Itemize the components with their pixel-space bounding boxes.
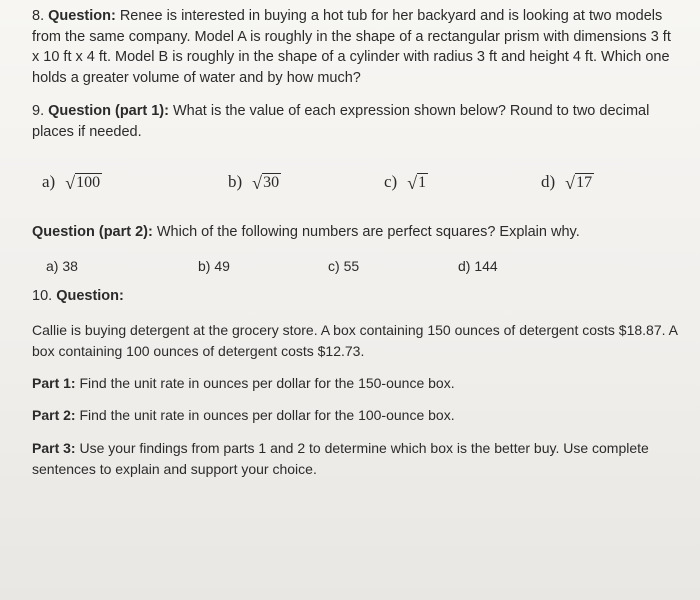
radical-item-a	[42, 172, 102, 192]
question-10-intro: Callie is buying detergent at the grocery store. A box containing 150 ounces of detergent costs $18.87. A box containing 100 ounces of detergent costs $12.73.	[32, 322, 678, 359]
radical-sign-icon: √	[407, 172, 418, 193]
question-10-part-1	[32, 373, 672, 394]
option-a	[46, 258, 78, 274]
question-9-part-2-label: Question (part 2):	[32, 224, 153, 240]
radicand: 1	[418, 173, 427, 191]
question-8-number: 8.	[32, 8, 49, 24]
option-letter: d)	[458, 258, 471, 274]
question-9-part-2-text: Which of the following numbers are perfect squares? Explain why.	[152, 224, 580, 240]
question-8-label: Question:	[48, 8, 116, 24]
radical-letter: c)	[384, 172, 398, 191]
radical-expressions	[0, 172, 700, 200]
question-10-number: 10.	[32, 288, 57, 304]
question-10-part-2	[32, 405, 672, 426]
question-9-part-1-label: Question (part 1):	[48, 103, 169, 119]
radical-sign-icon: √	[252, 172, 263, 193]
question-9-number: 9.	[32, 103, 49, 119]
radicand: 30	[263, 173, 280, 191]
radical-letter: d)	[541, 172, 556, 191]
question-8-text: Renee is interested in buying a hot tub for her backyard and is looking at two models from the same company. Model A is roughly in the shape of a rectangular prism with dimensions 3 ft x 10 ft x 4 ft. Model B is roughly in the shape of a cylinder with radius 3 ft and height 4 ft. Which one holds a greater volume of water and by how much?	[32, 8, 671, 86]
option-letter: b)	[198, 258, 211, 274]
perfect-square-options	[0, 258, 700, 278]
part-label: Part 2:	[32, 407, 76, 423]
question-10-label: Question:	[56, 288, 124, 304]
question-9-part-2	[32, 222, 672, 243]
option-c	[328, 258, 359, 274]
part-label: Part 1:	[32, 375, 76, 391]
question-8	[32, 6, 682, 88]
radicand: 100	[76, 173, 101, 191]
square-root-expression	[407, 173, 428, 192]
radical-item-b	[228, 172, 281, 192]
radical-sign-icon: √	[565, 172, 576, 193]
option-value: 38	[62, 258, 78, 274]
radical-letter: b)	[228, 172, 243, 191]
square-root-expression	[65, 173, 102, 192]
square-root-expression	[252, 173, 281, 192]
part-text: Find the unit rate in ounces per dollar for the 150-ounce box.	[75, 375, 455, 391]
question-10-part-3	[32, 438, 672, 479]
radical-letter: a)	[42, 172, 56, 191]
option-letter: c)	[328, 258, 340, 274]
square-root-expression	[565, 173, 594, 192]
question-9-part-1	[32, 101, 672, 142]
part-label: Part 3:	[32, 440, 76, 456]
radicand: 17	[576, 173, 593, 191]
option-letter: a)	[46, 258, 59, 274]
radical-sign-icon: √	[65, 172, 76, 193]
part-text: Use your findings from parts 1 and 2 to determine which box is the better buy. Use complete sentences to explain and support your choice.	[32, 440, 649, 477]
part-text: Find the unit rate in ounces per dollar for the 100-ounce box.	[75, 407, 455, 423]
radical-item-d	[541, 172, 594, 192]
option-b	[198, 258, 230, 274]
option-value: 55	[343, 258, 360, 274]
question-9-part-1-text: What is the value of each expression shown below? Round to two decimal places if needed.	[32, 103, 650, 140]
option-value: 49	[214, 258, 230, 274]
question-10-heading	[32, 286, 672, 307]
radical-item-c	[384, 172, 428, 192]
option-d	[458, 258, 498, 274]
option-value: 144	[474, 258, 498, 274]
